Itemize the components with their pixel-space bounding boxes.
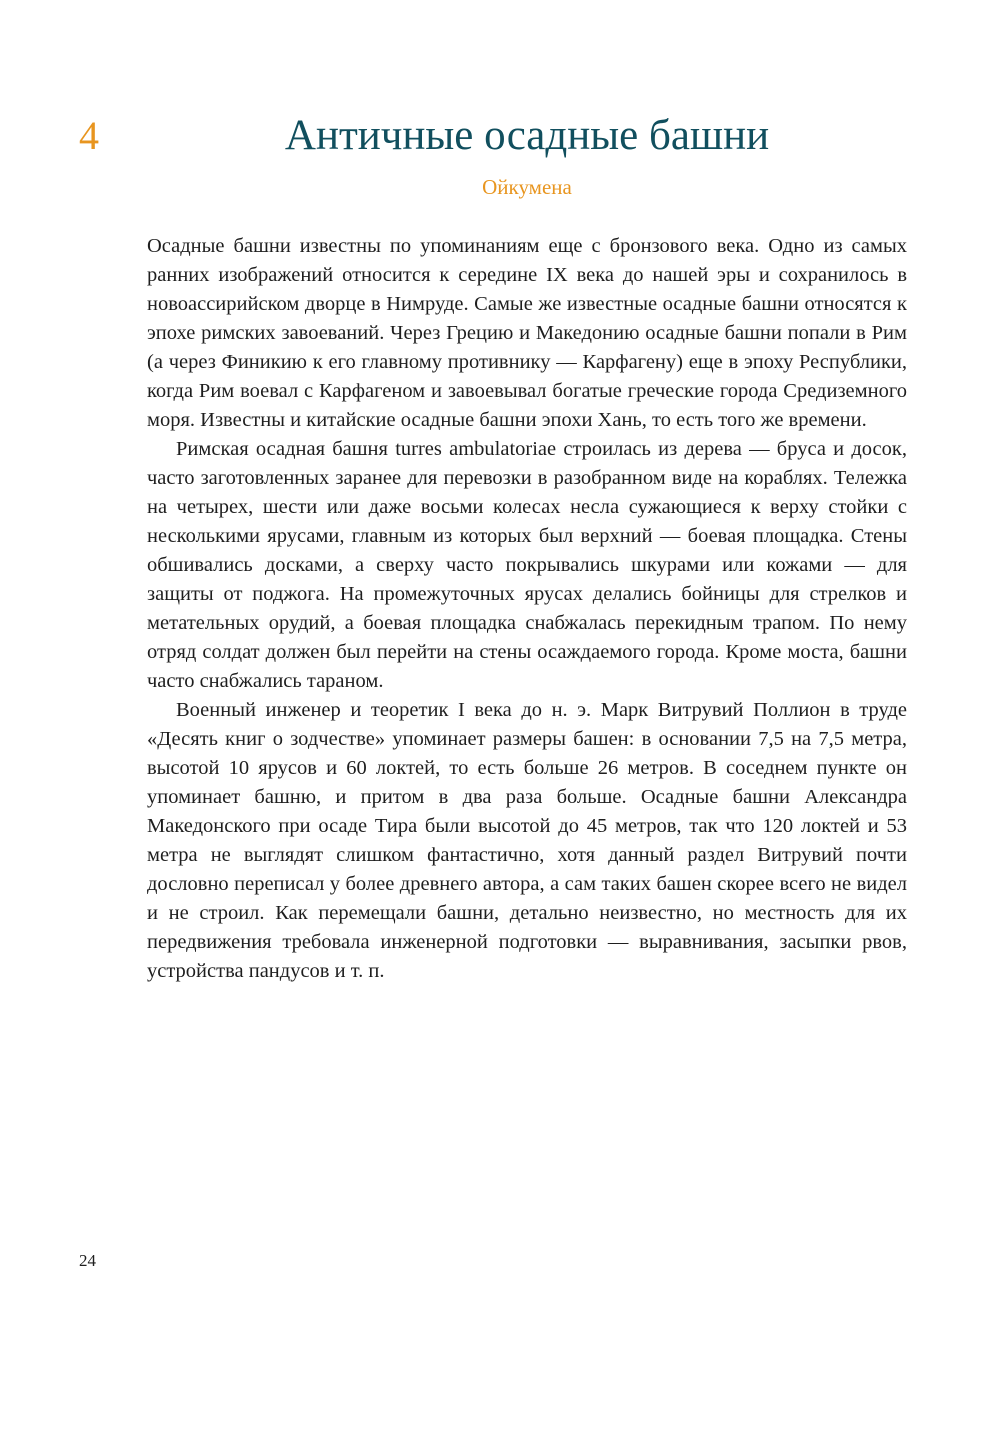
paragraph-1: Осадные башни известны по упоминаниям еще с бронзового века. Одно из самых ранних изображений относится к середине IX века до нашей эры и сохранилось в новоассирийском дворце в Нимруде. Самые же известные осадные башни относятся к эпохе римских завоеваний. Через Грецию и Македонию осадные башни попали в Рим (а через Финикию к его главному противнику — Карфагену) еще в эпоху Республики, когда Рим воевал с Карфагеном и завоевывал богатые греческие города Средиземного моря. Известны и китайские осадные башни эпохи Хань, то есть того же времени. xyxy=(147,235,907,431)
chapter-title: Античные осадные башни xyxy=(284,112,770,159)
body-text xyxy=(147,232,907,986)
paragraph-3: Военный инженер и теоретик I века до н. э. Марк Витрувий Поллион в труде «Десять книг о зодчестве» упоминает размеры башен: в основании 7,5 на 7,5 метра, высотой 10 ярусов и 60 локтей, то есть больше 26 метров. В соседнем пункте он упоминает башню, и притом в два раза больше. Осадные башни Александра Македонского при осаде Тира были высотой до 45 метров, так что 120 локтей и 53 метра не выглядят слишком фантастично, хотя данный раздел Витрувий почти дословно переписал у более древнего автора, а сам таких башен скорее всего не видел и не строил. Как перемещали башни, детально неизвестно, но местность для их передвижения требовала инженерной подготовки — выравнивания, засыпки рвов, устройства пандусов и т. п. xyxy=(147,699,907,982)
page-number: 24 xyxy=(79,1251,96,1270)
chapter-number: 4 xyxy=(79,113,99,158)
chapter-subtitle: Ойкумена xyxy=(482,175,572,199)
paragraph-2: Римская осадная башня turres ambulatoriae строилась из дерева — бруса и досок, часто заготовленных заранее для перевозки в разобранном виде на кораблях. Тележка на четырех, шести или даже восьми колесах несла сужающиеся к верху стойки с несколькими ярусами, главным из которых был верхний — боевая площадка. Стены обшивались досками, а сверху часто покрывались шкурами или кожами — для защиты от поджога. На промежуточных ярусах делались бойницы для стрелков и метательных орудий, а боевая площадка снабжалась перекидным трапом. По нему отряд солдат должен был перейти на стены осаждаемого города. Кроме моста, башни часто снабжались тараном. xyxy=(147,438,907,692)
